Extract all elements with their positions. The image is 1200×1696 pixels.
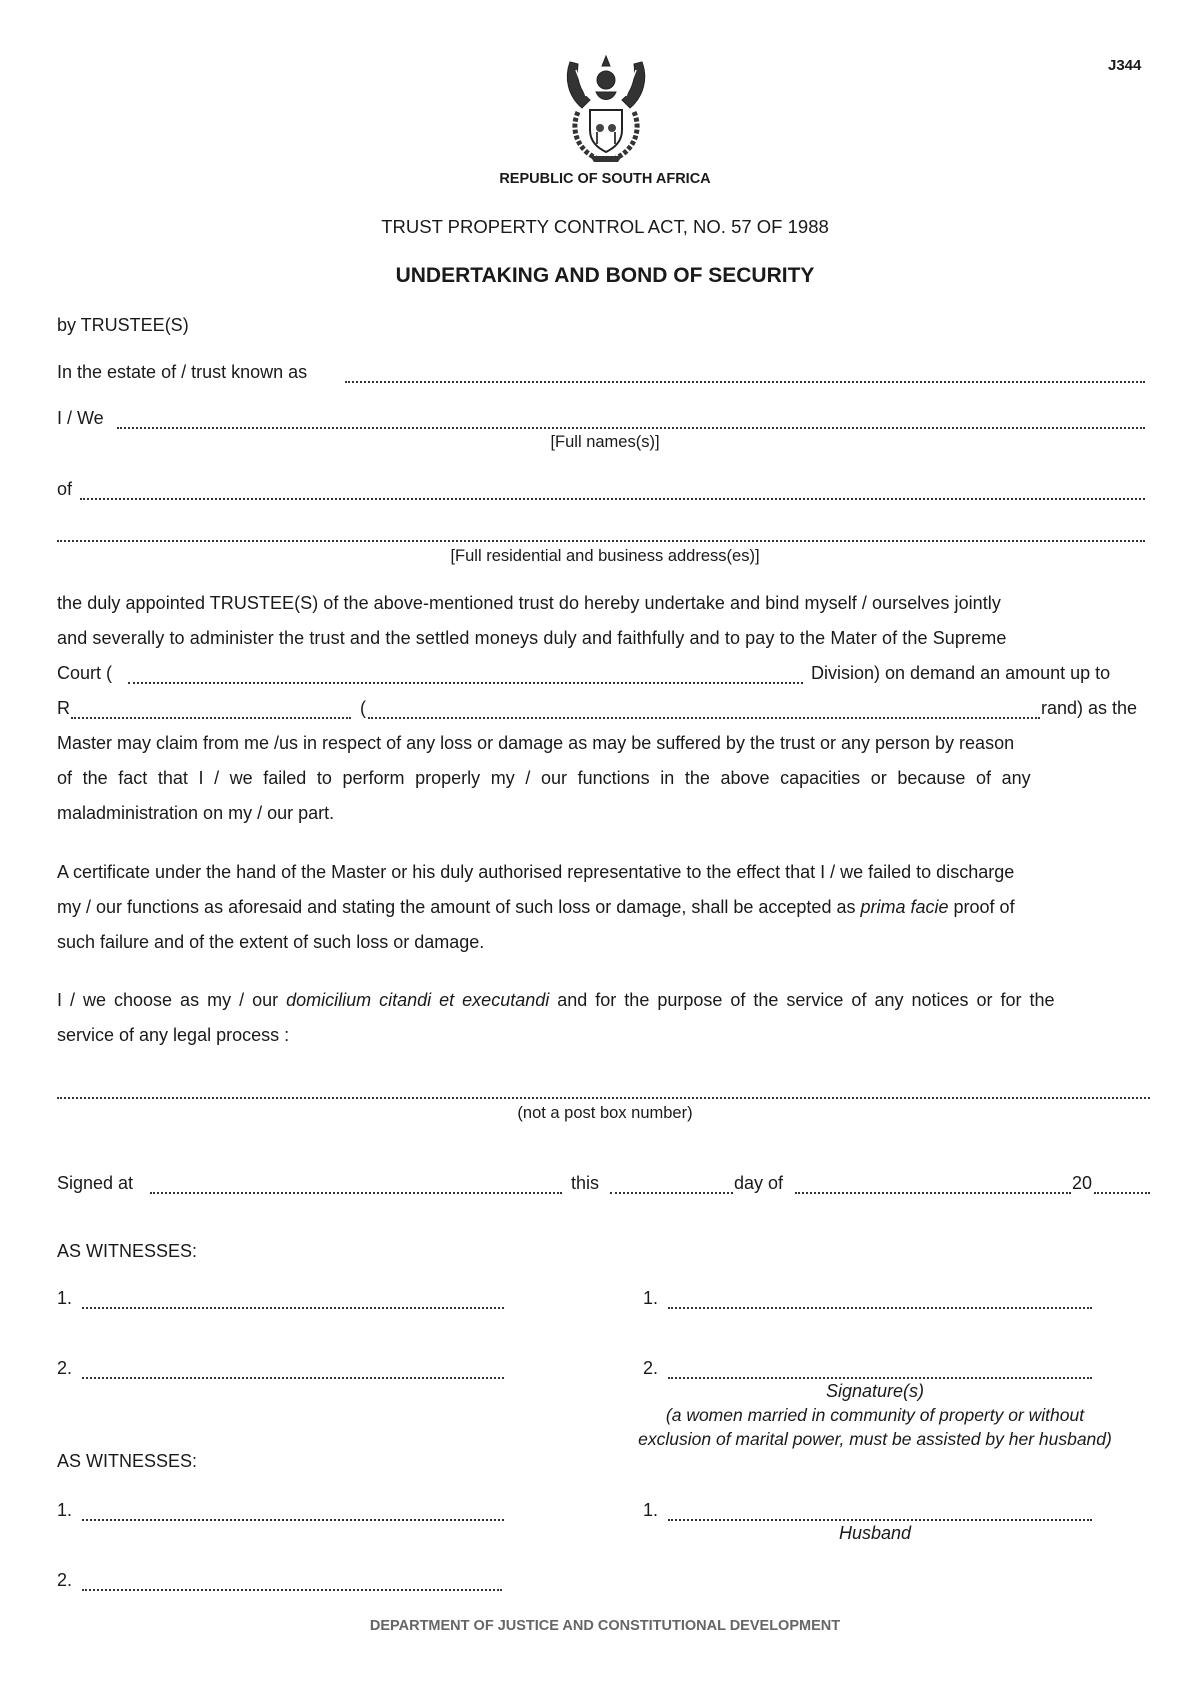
p1-division-label: Division) on demand an amount up to (811, 663, 1111, 683)
amount-words-field[interactable] (368, 717, 1040, 719)
this-label: this (571, 1173, 600, 1193)
witness2-number-1: 1. (57, 1500, 73, 1520)
iwe-label: I / We (57, 408, 104, 428)
witness1-signature-2[interactable] (82, 1377, 504, 1379)
witnesses-heading-1: AS WITNESSES: (57, 1241, 198, 1261)
address-field-1[interactable] (80, 498, 1145, 500)
p1-line5: Master may claim from me /us in respect of any loss or damage as may be suffered by the trust or any person by reason (57, 733, 1015, 753)
republic-heading: REPUBLIC OF SOUTH AFRICA (499, 171, 711, 187)
signed-at-label: Signed at (57, 1173, 134, 1193)
form-code: J344 (1108, 57, 1142, 74)
p1-court-label: Court ( (57, 663, 113, 683)
p2-line2-end: proof of (953, 897, 1015, 917)
day-of-label: day of (734, 1173, 784, 1193)
p3-domicilium: domicilium citandi et executandi (286, 990, 550, 1010)
trustee-signature-1[interactable] (668, 1307, 1092, 1309)
of-label: of (57, 479, 73, 499)
husband-caption: Husband (838, 1523, 912, 1543)
full-names-caption: [Full names(s)] (550, 433, 660, 451)
signature-number-2: 2. (643, 1358, 659, 1378)
p2-line2-start: my / our functions as aforesaid and stating the amount of such loss or damage, shall be accepted as (57, 897, 856, 917)
p1-line1: the duly appointed TRUSTEE(S) of the above-mentioned trust do hereby undertake and bind myself / ourselves jointly (57, 593, 1001, 613)
p2-line1: A certificate under the hand of the Master or his duly authorised representative to the effect that I / we failed to discharge (57, 862, 1015, 882)
p2-line3: such failure and of the extent of such loss or damage. (57, 932, 485, 952)
husband-signature[interactable] (668, 1519, 1092, 1521)
p3-line2: service of any legal process : (57, 1025, 290, 1045)
p2-prima-facie: prima facie (860, 897, 949, 917)
witnesses-heading-2: AS WITNESSES: (57, 1451, 198, 1471)
signed-at-field[interactable] (150, 1192, 562, 1194)
address-field-2[interactable] (57, 540, 1145, 542)
court-division-field[interactable] (128, 682, 803, 684)
postbox-caption: (not a post box number) (517, 1104, 693, 1122)
signature-note-1: (a women married in community of property or without (665, 1405, 1085, 1425)
estate-field[interactable] (345, 381, 1145, 383)
footer-department: DEPARTMENT OF JUSTICE AND CONSTITUTIONAL DEVELOPMENT (369, 1618, 841, 1634)
act-title: TRUST PROPERTY CONTROL ACT, NO. 57 OF 1988 (381, 216, 829, 237)
signature-caption: Signature(s) (825, 1381, 925, 1401)
year-prefix: 20 (1072, 1173, 1093, 1193)
p3-line1-start: I / we choose as my / our (57, 990, 279, 1010)
p1-line2: and severally to administer the trust and the settled moneys duly and faithfully and to pay to the Mater of the Supreme (57, 628, 1007, 648)
witness1-signature-1[interactable] (82, 1307, 504, 1309)
month-field[interactable] (795, 1192, 1071, 1194)
p1-line7: maladministration on my / our part. (57, 803, 335, 823)
signature-note-2: exclusion of marital power, must be assisted by her husband) (638, 1429, 1112, 1449)
trustee-signature-2[interactable] (668, 1377, 1092, 1379)
year-field[interactable] (1094, 1192, 1150, 1194)
signature-number-1: 1. (643, 1288, 659, 1308)
estate-label: In the estate of / trust known as (57, 362, 308, 382)
page-title: UNDERTAKING AND BOND OF SECURITY (395, 264, 815, 287)
witness2-signature-1[interactable] (82, 1519, 504, 1521)
p1-r-label: R (57, 698, 70, 718)
amount-figures-field[interactable] (71, 717, 351, 719)
witness1-number-2: 2. (57, 1358, 73, 1378)
husband-number-1: 1. (643, 1500, 659, 1520)
domicilium-address-field[interactable] (57, 1097, 1150, 1099)
address-caption: [Full residential and business address(es)] (450, 547, 760, 565)
day-field[interactable] (610, 1192, 733, 1194)
p3-line1-end: and for the purpose of the service of any notices or for the (557, 990, 1055, 1010)
full-names-field[interactable] (117, 427, 1145, 429)
p1-paren: ( (360, 698, 366, 718)
p3-line1 (57, 990, 1055, 1011)
p1-rand-label: rand) as the (1041, 698, 1138, 718)
witness1-number-1: 1. (57, 1288, 73, 1308)
p1-line6: of the fact that I / we failed to perform properly my / our functions in the above capacities or because of any (57, 768, 1031, 788)
coat-of-arms-icon (560, 52, 652, 164)
p2-line2 (57, 897, 1015, 918)
witness2-signature-2[interactable] (82, 1589, 502, 1591)
witness2-number-2: 2. (57, 1570, 73, 1590)
by-trustees-label: by TRUSTEE(S) (57, 315, 189, 335)
